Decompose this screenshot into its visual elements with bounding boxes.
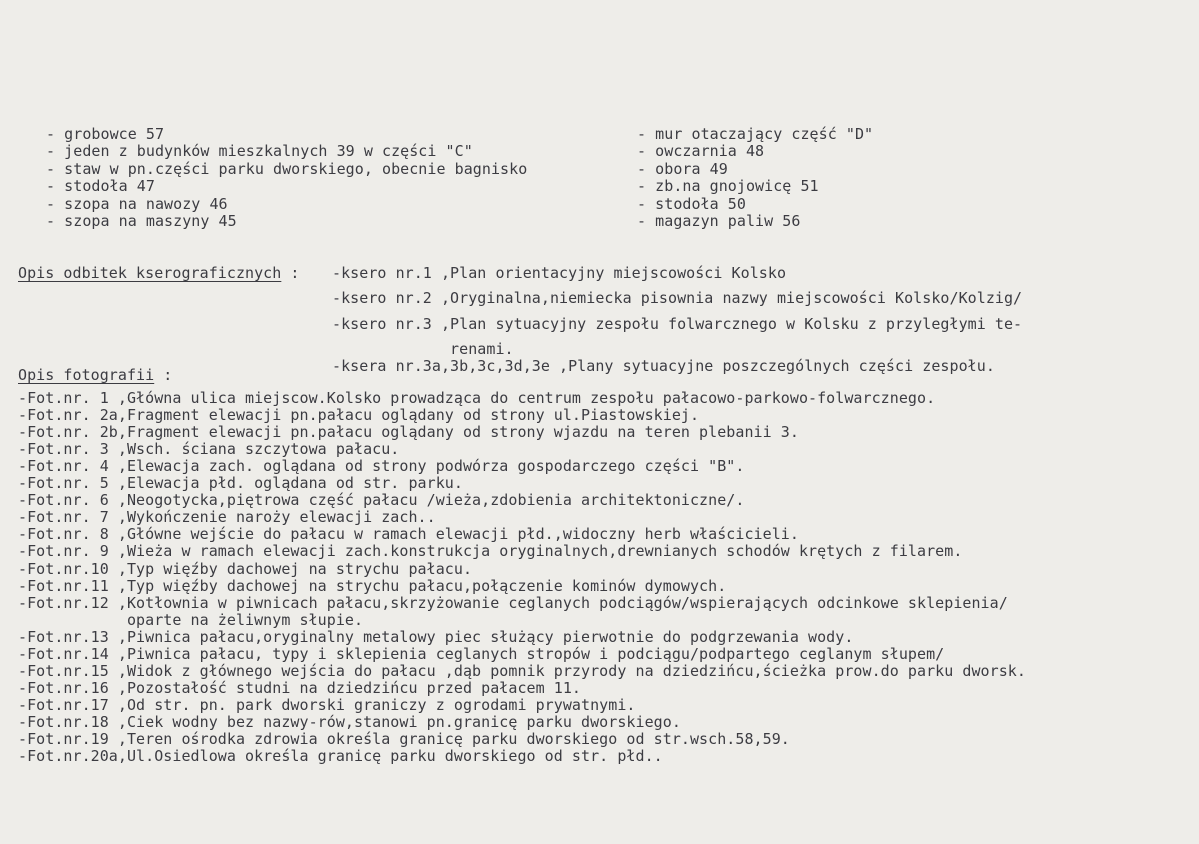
- foto-heading-line: [18, 366, 172, 384]
- foto-item: -Fot.nr. 8 ,Główne wejście do pałacu w ramach elewacji płd.,widoczny herb właścicieli.: [18, 525, 799, 544]
- foto-item: -Fot.nr. 2a,Fragment elewacji pn.pałacu oglądany od strony ul.Piastowskiej.: [18, 406, 700, 425]
- foto-heading: Opis fotografii: [18, 366, 155, 384]
- ksero-heading: Opis odbitek kserograficznych: [18, 264, 282, 282]
- ksero-item: renami.: [332, 340, 514, 358]
- foto-item: -Fot.nr.10 ,Typ więźby dachowej na strychu pałacu.: [18, 559, 473, 578]
- foto-item: -Fot.nr.17 ,Od str. pn. park dworski graniczy z ogrodami prywatnymi.: [18, 695, 636, 714]
- foto-item: -Fot.nr. 7 ,Wykończenie naroży elewacji zach..: [18, 508, 436, 527]
- foto-item: -Fot.nr.20a,Ul.Osiedlowa określa granicę parku dworskiego od str. płd..: [18, 747, 663, 766]
- foto-item: -Fot.nr. 1 ,Główna ulica miejscow.Kolsko prowadząca do centrum zespołu pałacowo-parkowo-folwarcznego.: [18, 389, 936, 407]
- ksero-heading-line: [18, 264, 300, 282]
- right-list-item: - magazyn paliw 56: [637, 212, 801, 230]
- foto-item: oparte na żeliwnym słupie.: [18, 610, 364, 629]
- foto-item: -Fot.nr. 5 ,Elewacja płd. oglądana od str. parku.: [18, 474, 463, 493]
- left-list-item: - szopa na nawozy 46: [46, 194, 228, 213]
- foto-item: -Fot.nr.15 ,Widok z głównego wejścia do pałacu ,dąb pomnik przyrody na dziedzińcu,ścieżka prow.do parku dworsk.: [18, 661, 1026, 680]
- ksero-item: -ksero nr.2 ,Oryginalna,niemiecka pisownia nazwy miejscowości Kolsko/Kolzig/: [332, 289, 1023, 307]
- left-list-item: - stodoła 47: [46, 177, 155, 196]
- ksero-item: -ksera nr.3a,3b,3c,3d,3e ,Plany sytuacyjne poszczególnych części zespołu.: [332, 357, 995, 375]
- left-list-item: - jeden z budynków mieszkalnych 39 w części "C": [46, 142, 473, 161]
- foto-item: -Fot.nr.14 ,Piwnica pałacu, typy i sklepienia ceglanych stropów i podciągu/podpartego ceglanym słupem/: [18, 644, 945, 663]
- ksero-heading-suffix: :: [281, 264, 300, 282]
- foto-item: -Fot.nr.12 ,Kotłownia w piwnicach pałacu,skrzyżowanie ceglanych podciągów/wspierających odcinkowe sklepienia/: [18, 593, 1008, 612]
- foto-item: -Fot.nr. 3 ,Wsch. ściana szczytowa pałacu.: [18, 440, 400, 459]
- foto-item: -Fot.nr. 6 ,Neogotycka,piętrowa część pałacu /wieża,zdobienia architektoniczne/.: [18, 491, 745, 510]
- foto-item: -Fot.nr. 4 ,Elewacja zach. oglądana od strony podwórza gospodarczego części "B".: [18, 457, 745, 476]
- right-list-item: - stodoła 50: [637, 194, 746, 213]
- left-list-item: - staw w pn.części parku dworskiego, obecnie bagnisko: [46, 159, 528, 178]
- foto-item: -Fot.nr. 2b,Fragment elewacji pn.pałacu oglądany od strony wjazdu na teren plebanii 3.: [18, 423, 799, 442]
- right-list-item: - mur otaczający część "D": [637, 125, 874, 143]
- foto-item: -Fot.nr.18 ,Ciek wodny bez nazwy-rów,stanowi pn.granicę parku dworskiego.: [18, 712, 681, 731]
- right-list-item: - zb.na gnojowicę 51: [637, 177, 819, 196]
- left-list-item: - szopa na maszyny 45: [46, 212, 237, 230]
- right-list-item: - owczarnia 48: [637, 142, 765, 161]
- foto-item: -Fot.nr.11 ,Typ więźby dachowej na strychu pałacu,połączenie kominów dymowych.: [18, 576, 727, 595]
- foto-item: -Fot.nr.19 ,Teren ośrodka zdrowia określa granicę parku dworskiego od str.wsch.58,59.: [18, 730, 790, 748]
- foto-heading-suffix: :: [154, 366, 173, 384]
- foto-item: -Fot.nr. 9 ,Wieża w ramach elewacji zach.konstrukcja oryginalnych,drewnianych schodów krętych z filarem.: [18, 542, 963, 561]
- foto-item: -Fot.nr.16 ,Pozostałość studni na dziedzińcu przed pałacem 11.: [18, 678, 582, 697]
- ksero-item: -ksero nr.1 ,Plan orientacyjny miejscowości Kolsko: [332, 264, 787, 282]
- ksero-item: -ksero nr.3 ,Plan sytuacyjny zespołu folwarcznego w Kolsku z przyległymi te-: [332, 315, 1023, 333]
- right-list-item: - obora 49: [637, 159, 728, 178]
- foto-item: -Fot.nr.13 ,Piwnica pałacu,oryginalny metalowy piec służący pierwotnie do podgrzewania wody.: [18, 627, 854, 646]
- left-list-item: - grobowce 57: [46, 125, 165, 143]
